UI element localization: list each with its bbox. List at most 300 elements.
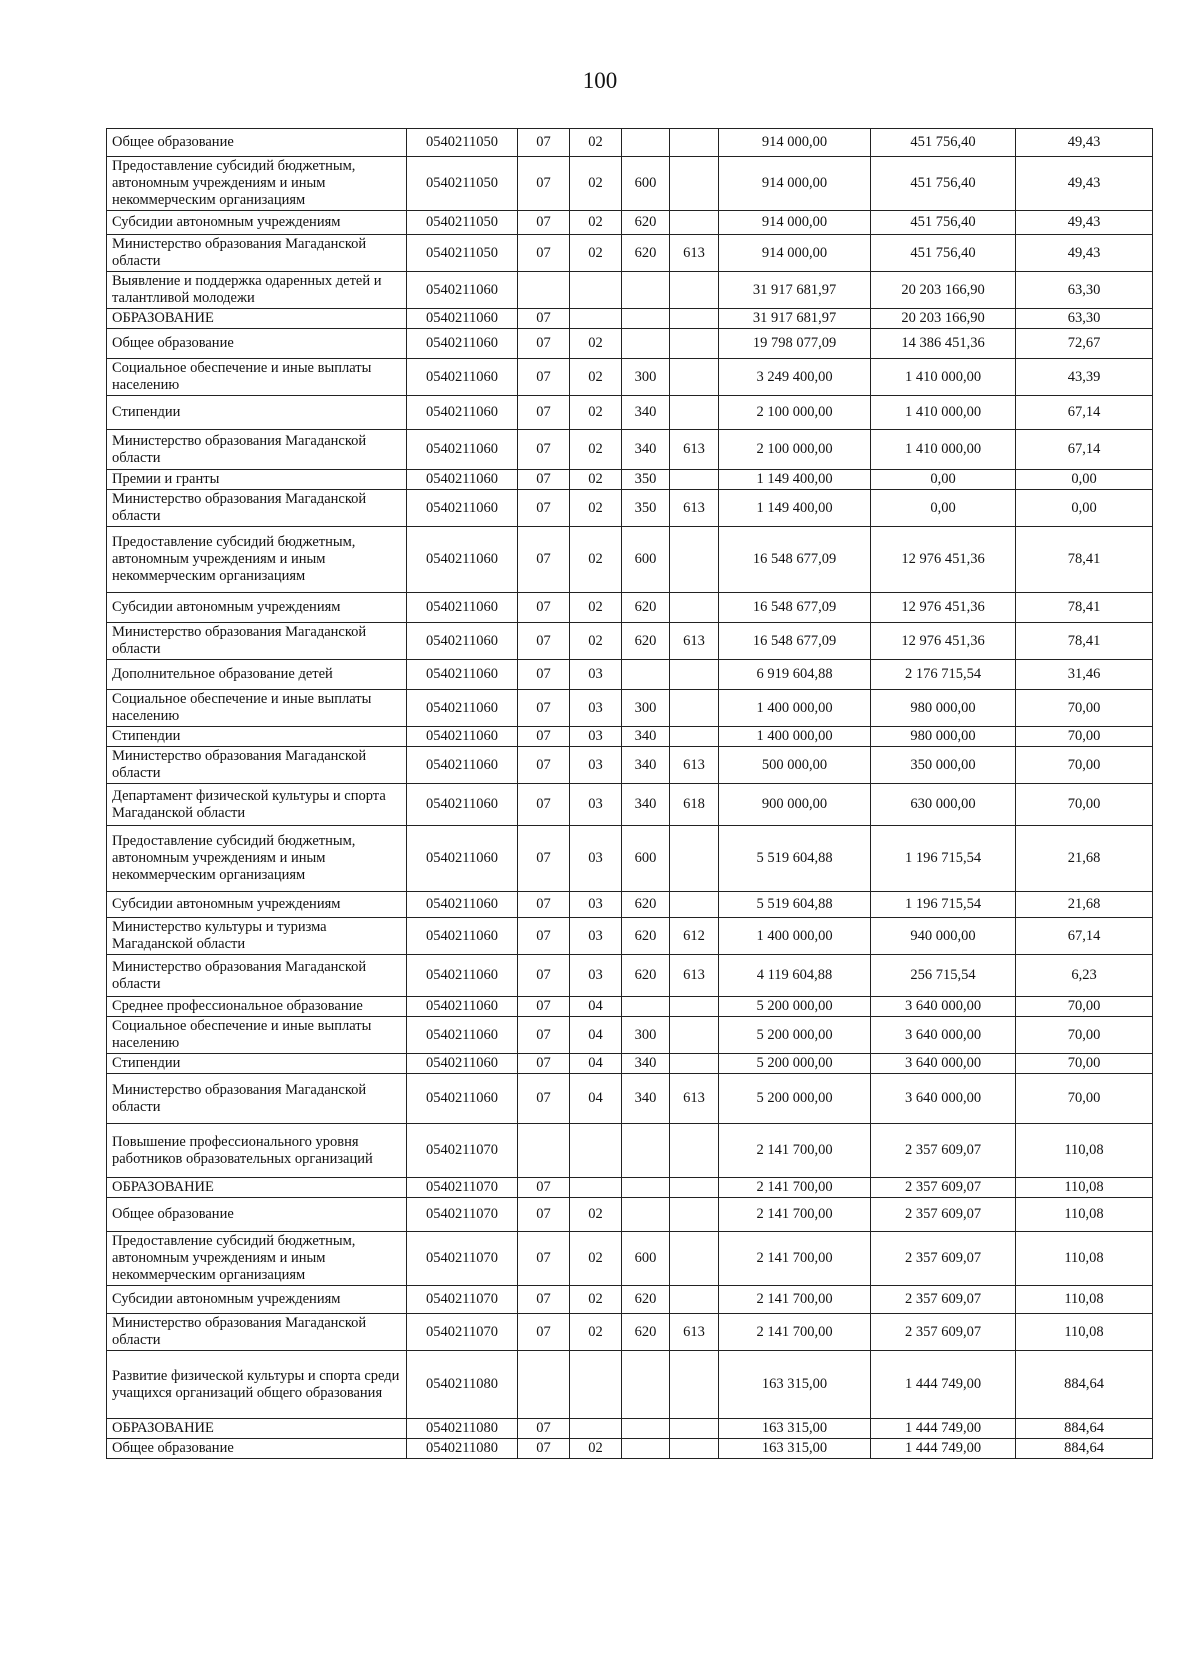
row-vr [622,1419,670,1439]
row-name: Премии и гранты [107,470,407,490]
row-fact: 980 000,00 [871,690,1016,727]
row-rz: 07 [518,1198,570,1232]
row-pct: 110,08 [1016,1314,1153,1351]
row-grbs: 618 [670,784,719,826]
row-fact: 20 203 166,90 [871,272,1016,309]
row-vr: 340 [622,784,670,826]
row-rz: 07 [518,470,570,490]
row-csr: 0540211060 [407,727,518,747]
row-csr: 0540211060 [407,490,518,527]
row-pct: 884,64 [1016,1439,1153,1459]
row-rz: 07 [518,727,570,747]
row-name: Субсидии автономным учреждениям [107,892,407,918]
row-csr: 0540211060 [407,527,518,593]
row-csr: 0540211080 [407,1419,518,1439]
row-plan: 3 249 400,00 [719,359,871,396]
row-csr: 0540211080 [407,1439,518,1459]
row-fact: 980 000,00 [871,727,1016,747]
row-pr: 03 [570,747,622,784]
table-row [107,1017,1153,1054]
row-vr: 340 [622,430,670,470]
row-vr [622,329,670,359]
row-pr: 02 [570,1232,622,1286]
table-row [107,396,1153,430]
row-fact: 2 357 609,07 [871,1314,1016,1351]
row-pr: 02 [570,1198,622,1232]
table-row [107,430,1153,470]
row-plan: 914 000,00 [719,129,871,157]
row-pr: 04 [570,997,622,1017]
row-plan: 5 200 000,00 [719,1074,871,1124]
row-name: Повышение профессионального уровня работников образовательных организаций [107,1124,407,1178]
row-plan: 163 315,00 [719,1419,871,1439]
row-rz: 07 [518,784,570,826]
table-row [107,1232,1153,1286]
row-grbs [670,1198,719,1232]
row-pr: 02 [570,470,622,490]
row-fact: 630 000,00 [871,784,1016,826]
row-grbs [670,1124,719,1178]
row-pr: 03 [570,918,622,955]
row-fact: 350 000,00 [871,747,1016,784]
row-pct: 110,08 [1016,1198,1153,1232]
row-vr [622,129,670,157]
row-pr: 03 [570,690,622,727]
row-plan: 500 000,00 [719,747,871,784]
row-vr: 600 [622,1232,670,1286]
row-fact: 12 976 451,36 [871,527,1016,593]
row-csr: 0540211060 [407,660,518,690]
row-name: Общее образование [107,1439,407,1459]
row-name: Министерство образования Магаданской области [107,623,407,660]
row-rz: 07 [518,1054,570,1074]
row-name: Стипендии [107,727,407,747]
row-pct: 21,68 [1016,892,1153,918]
row-fact: 940 000,00 [871,918,1016,955]
row-grbs: 613 [670,623,719,660]
row-rz: 07 [518,955,570,997]
row-grbs [670,527,719,593]
table-row [107,359,1153,396]
row-rz: 07 [518,157,570,211]
row-grbs [670,1232,719,1286]
row-pr [570,1124,622,1178]
row-csr: 0540211060 [407,826,518,892]
row-pr: 02 [570,157,622,211]
row-grbs: 613 [670,955,719,997]
row-grbs [670,593,719,623]
row-fact: 451 756,40 [871,211,1016,235]
row-pct: 72,67 [1016,329,1153,359]
row-grbs [670,329,719,359]
row-plan: 900 000,00 [719,784,871,826]
row-rz: 07 [518,1074,570,1124]
row-name: Предоставление субсидий бюджетным, автономным учреждениям и иным некоммерческим организациям [107,826,407,892]
row-pct: 70,00 [1016,1054,1153,1074]
row-fact: 2 357 609,07 [871,1286,1016,1314]
row-pct: 70,00 [1016,727,1153,747]
row-pct: 0,00 [1016,490,1153,527]
row-pct: 21,68 [1016,826,1153,892]
row-grbs [670,1017,719,1054]
row-fact: 3 640 000,00 [871,1017,1016,1054]
row-vr [622,1351,670,1419]
row-plan: 1 400 000,00 [719,690,871,727]
row-fact: 2 357 609,07 [871,1198,1016,1232]
row-pct: 70,00 [1016,747,1153,784]
row-pct: 49,43 [1016,235,1153,272]
row-pr: 02 [570,593,622,623]
row-csr: 0540211070 [407,1314,518,1351]
row-plan: 2 100 000,00 [719,430,871,470]
row-pr: 02 [570,211,622,235]
table-row [107,593,1153,623]
row-csr: 0540211050 [407,157,518,211]
row-rz: 07 [518,490,570,527]
row-plan: 2 141 700,00 [719,1178,871,1198]
table-row [107,1198,1153,1232]
row-plan: 31 917 681,97 [719,272,871,309]
row-rz: 07 [518,997,570,1017]
row-pct: 63,30 [1016,309,1153,329]
row-pct: 884,64 [1016,1351,1153,1419]
table-row [107,329,1153,359]
row-pct: 49,43 [1016,157,1153,211]
row-fact: 2 357 609,07 [871,1124,1016,1178]
row-fact: 0,00 [871,490,1016,527]
row-csr: 0540211060 [407,329,518,359]
row-pr [570,1178,622,1198]
row-pct: 31,46 [1016,660,1153,690]
row-pr: 02 [570,1286,622,1314]
row-grbs [670,1054,719,1074]
row-vr: 620 [622,955,670,997]
row-pct: 67,14 [1016,918,1153,955]
row-pct: 110,08 [1016,1232,1153,1286]
row-name: Субсидии автономным учреждениям [107,1286,407,1314]
row-fact: 3 640 000,00 [871,1074,1016,1124]
table-row [107,272,1153,309]
row-vr: 300 [622,690,670,727]
row-csr: 0540211060 [407,623,518,660]
table-row [107,623,1153,660]
row-plan: 1 149 400,00 [719,470,871,490]
row-csr: 0540211060 [407,1054,518,1074]
row-grbs [670,211,719,235]
row-pct: 78,41 [1016,527,1153,593]
row-plan: 2 141 700,00 [719,1124,871,1178]
row-plan: 16 548 677,09 [719,593,871,623]
row-plan: 5 200 000,00 [719,1017,871,1054]
row-vr [622,997,670,1017]
row-name: Общее образование [107,329,407,359]
row-rz [518,272,570,309]
row-name: Общее образование [107,129,407,157]
row-vr: 340 [622,1054,670,1074]
row-csr: 0540211070 [407,1232,518,1286]
row-pct: 63,30 [1016,272,1153,309]
row-csr: 0540211080 [407,1351,518,1419]
row-name: Общее образование [107,1198,407,1232]
row-vr: 620 [622,1314,670,1351]
row-csr: 0540211050 [407,129,518,157]
row-plan: 5 519 604,88 [719,826,871,892]
row-vr: 300 [622,359,670,396]
row-fact: 0,00 [871,470,1016,490]
row-name: Среднее профессиональное образование [107,997,407,1017]
row-plan: 163 315,00 [719,1351,871,1419]
row-rz: 07 [518,235,570,272]
row-rz [518,1124,570,1178]
row-plan: 1 400 000,00 [719,918,871,955]
row-fact: 256 715,54 [871,955,1016,997]
row-grbs [670,690,719,727]
row-vr: 620 [622,211,670,235]
row-csr: 0540211060 [407,918,518,955]
row-grbs [670,309,719,329]
table-row [107,892,1153,918]
row-name: ОБРАЗОВАНИЕ [107,309,407,329]
row-pct: 67,14 [1016,430,1153,470]
row-name: Министерство образования Магаданской области [107,430,407,470]
row-fact: 12 976 451,36 [871,623,1016,660]
row-fact: 12 976 451,36 [871,593,1016,623]
row-csr: 0540211060 [407,593,518,623]
row-fact: 1 410 000,00 [871,396,1016,430]
row-plan: 914 000,00 [719,157,871,211]
row-csr: 0540211060 [407,1017,518,1054]
table-row [107,955,1153,997]
row-name: Предоставление субсидий бюджетным, автономным учреждениям и иным некоммерческим организациям [107,157,407,211]
row-rz: 07 [518,660,570,690]
table-row [107,1286,1153,1314]
row-pct: 78,41 [1016,623,1153,660]
row-vr: 340 [622,727,670,747]
row-rz: 07 [518,396,570,430]
row-csr: 0540211070 [407,1178,518,1198]
row-vr: 350 [622,470,670,490]
row-csr: 0540211070 [407,1124,518,1178]
row-grbs: 613 [670,430,719,470]
row-pr: 03 [570,727,622,747]
row-grbs: 613 [670,1074,719,1124]
row-grbs [670,1351,719,1419]
row-pr: 02 [570,527,622,593]
row-pct: 70,00 [1016,784,1153,826]
row-rz: 07 [518,329,570,359]
row-fact: 1 444 749,00 [871,1351,1016,1419]
row-csr: 0540211060 [407,747,518,784]
row-pct: 49,43 [1016,129,1153,157]
row-plan: 1 149 400,00 [719,490,871,527]
row-pr: 03 [570,784,622,826]
row-pct: 70,00 [1016,997,1153,1017]
row-rz: 07 [518,826,570,892]
row-vr: 620 [622,918,670,955]
table-row [107,918,1153,955]
row-grbs [670,1178,719,1198]
row-grbs [670,660,719,690]
row-rz: 07 [518,892,570,918]
row-grbs [670,157,719,211]
row-vr [622,1439,670,1459]
row-plan: 5 200 000,00 [719,1054,871,1074]
row-pct: 70,00 [1016,1017,1153,1054]
row-csr: 0540211060 [407,470,518,490]
row-name: Субсидии автономным учреждениям [107,211,407,235]
row-rz [518,1351,570,1419]
row-pr: 02 [570,623,622,660]
row-plan: 2 100 000,00 [719,396,871,430]
row-pr: 03 [570,660,622,690]
row-plan: 914 000,00 [719,211,871,235]
row-vr: 620 [622,593,670,623]
row-pr: 03 [570,955,622,997]
row-csr: 0540211060 [407,430,518,470]
row-fact: 2 357 609,07 [871,1232,1016,1286]
row-plan: 2 141 700,00 [719,1198,871,1232]
row-vr: 620 [622,623,670,660]
table-row [107,660,1153,690]
row-pct: 49,43 [1016,211,1153,235]
row-csr: 0540211060 [407,1074,518,1124]
row-plan: 2 141 700,00 [719,1232,871,1286]
row-vr: 340 [622,396,670,430]
row-name: Развитие физической культуры и спорта среди учащихся организаций общего образования [107,1351,407,1419]
row-pr: 02 [570,396,622,430]
row-grbs [670,129,719,157]
row-rz: 07 [518,1286,570,1314]
table-row [107,784,1153,826]
row-fact: 1 444 749,00 [871,1439,1016,1459]
row-name: Социальное обеспечение и иные выплаты населению [107,1017,407,1054]
row-rz: 07 [518,211,570,235]
row-vr: 350 [622,490,670,527]
table-row [107,997,1153,1017]
row-fact: 451 756,40 [871,157,1016,211]
row-fact: 1 196 715,54 [871,892,1016,918]
table-row [107,309,1153,329]
row-csr: 0540211060 [407,309,518,329]
row-vr: 600 [622,157,670,211]
row-pr: 04 [570,1017,622,1054]
row-name: Министерство образования Магаданской области [107,955,407,997]
table-row [107,129,1153,157]
row-name: Стипендии [107,396,407,430]
row-grbs: 612 [670,918,719,955]
row-vr: 620 [622,235,670,272]
row-name: Министерство образования Магаданской области [107,1074,407,1124]
row-plan: 16 548 677,09 [719,623,871,660]
row-fact: 451 756,40 [871,235,1016,272]
row-pr: 03 [570,826,622,892]
row-pct: 43,39 [1016,359,1153,396]
row-pr: 04 [570,1054,622,1074]
row-vr: 340 [622,1074,670,1124]
row-rz: 07 [518,1314,570,1351]
row-rz: 07 [518,527,570,593]
row-grbs [670,470,719,490]
row-vr [622,1198,670,1232]
row-vr: 340 [622,747,670,784]
row-csr: 0540211060 [407,396,518,430]
table-row [107,1351,1153,1419]
row-grbs [670,727,719,747]
row-fact: 3 640 000,00 [871,997,1016,1017]
row-vr: 620 [622,892,670,918]
row-grbs [670,997,719,1017]
row-rz: 07 [518,1439,570,1459]
row-name: Социальное обеспечение и иные выплаты населению [107,359,407,396]
row-name: Субсидии автономным учреждениям [107,593,407,623]
row-pct: 78,41 [1016,593,1153,623]
row-vr [622,309,670,329]
row-plan: 5 519 604,88 [719,892,871,918]
row-pr: 02 [570,235,622,272]
row-name: Департамент физической культуры и спорта Магаданской области [107,784,407,826]
row-pct: 0,00 [1016,470,1153,490]
table-row [107,1124,1153,1178]
row-name: Министерство образования Магаданской области [107,747,407,784]
row-pr: 03 [570,892,622,918]
row-csr: 0540211060 [407,359,518,396]
row-grbs [670,396,719,430]
table-row [107,690,1153,727]
table-row [107,826,1153,892]
row-pr [570,309,622,329]
row-plan: 2 141 700,00 [719,1314,871,1351]
row-csr: 0540211050 [407,211,518,235]
row-csr: 0540211050 [407,235,518,272]
row-plan: 6 919 604,88 [719,660,871,690]
row-pct: 110,08 [1016,1286,1153,1314]
row-grbs [670,1419,719,1439]
row-fact: 14 386 451,36 [871,329,1016,359]
row-pr: 02 [570,430,622,470]
table-row [107,1074,1153,1124]
row-fact: 20 203 166,90 [871,309,1016,329]
row-vr: 300 [622,1017,670,1054]
row-plan: 19 798 077,09 [719,329,871,359]
row-grbs: 613 [670,1314,719,1351]
row-pr: 02 [570,1439,622,1459]
row-plan: 163 315,00 [719,1439,871,1459]
row-plan: 914 000,00 [719,235,871,272]
row-name: ОБРАЗОВАНИЕ [107,1419,407,1439]
row-grbs [670,892,719,918]
row-pct: 70,00 [1016,690,1153,727]
row-fact: 1 410 000,00 [871,359,1016,396]
row-fact: 2 357 609,07 [871,1178,1016,1198]
row-vr: 620 [622,1286,670,1314]
table-row [107,157,1153,211]
row-rz: 07 [518,430,570,470]
row-rz: 07 [518,623,570,660]
row-vr [622,1178,670,1198]
row-pr: 02 [570,1314,622,1351]
table-row [107,1054,1153,1074]
row-rz: 07 [518,1419,570,1439]
row-csr: 0540211060 [407,955,518,997]
table-row [107,1419,1153,1439]
table-row [107,470,1153,490]
row-plan: 31 917 681,97 [719,309,871,329]
row-rz: 07 [518,1232,570,1286]
row-grbs [670,1439,719,1459]
row-plan: 4 119 604,88 [719,955,871,997]
row-vr [622,660,670,690]
row-pct: 6,23 [1016,955,1153,997]
